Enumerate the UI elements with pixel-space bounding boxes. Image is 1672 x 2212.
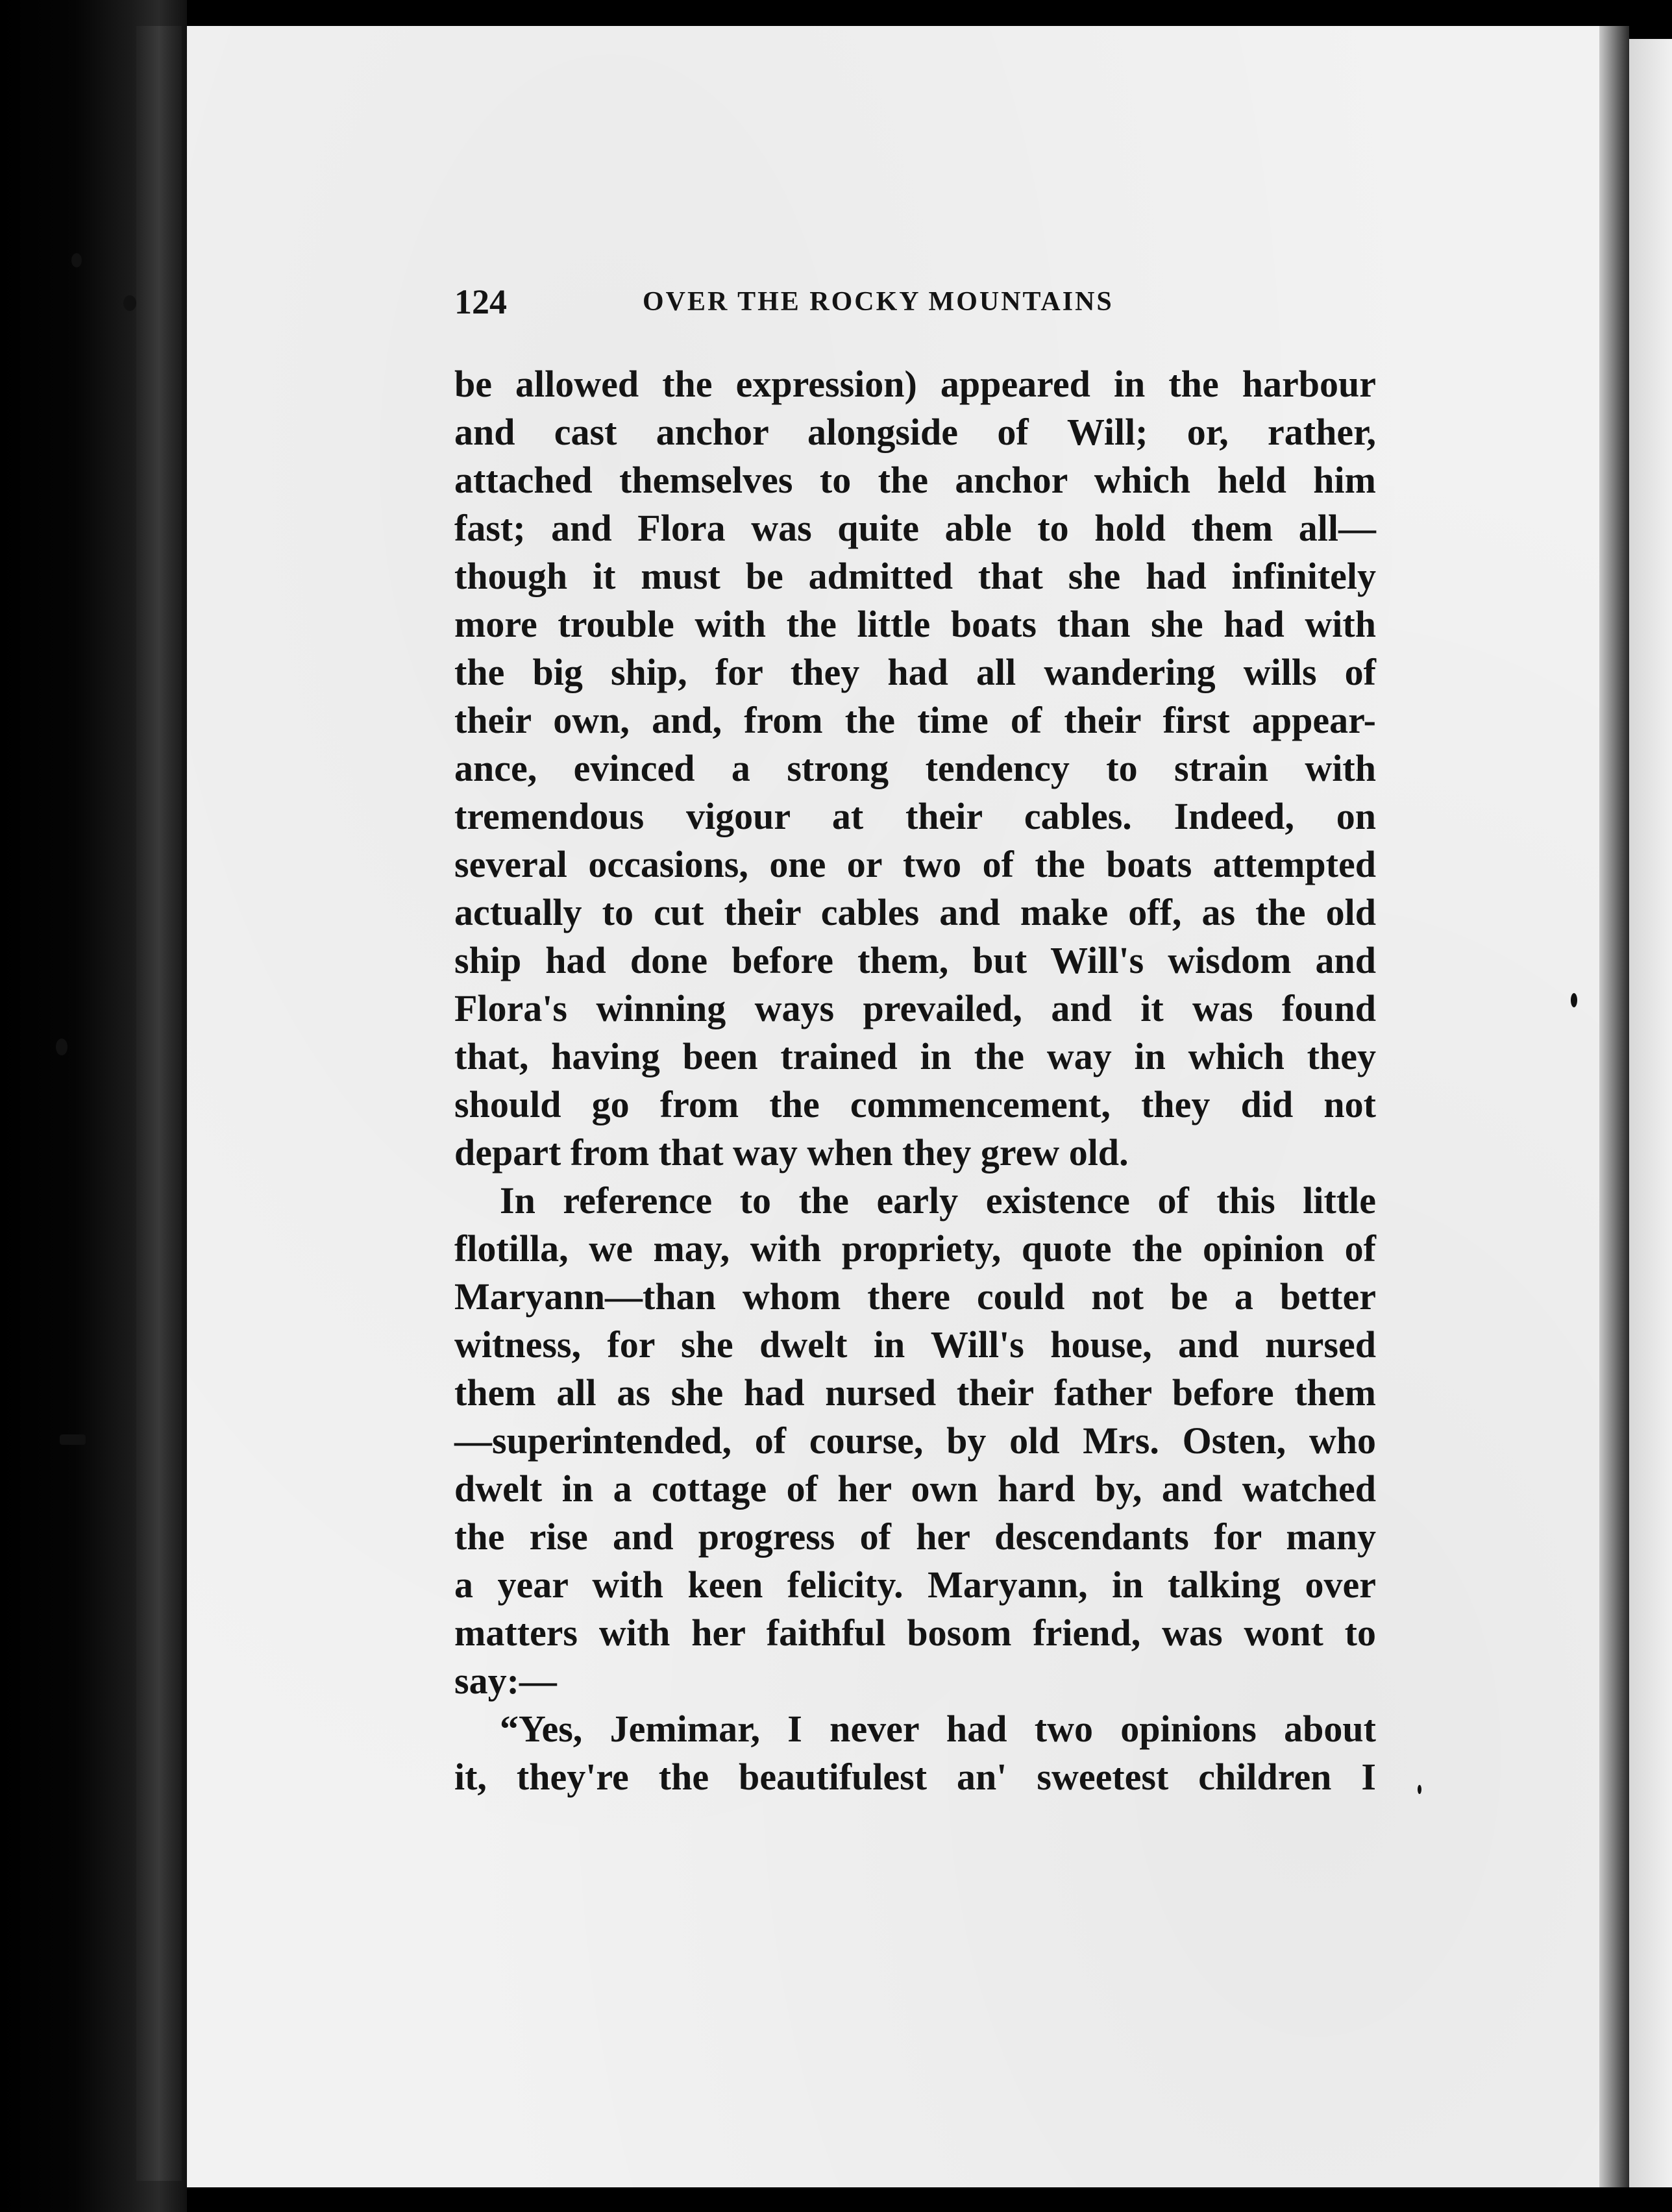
page-header (454, 279, 1168, 325)
text-line: In reference to the early existence of this little (500, 1179, 1376, 1222)
text-line: a year with keen felicity. Maryann, in talking over (454, 1564, 1376, 1606)
scan-speck (56, 1038, 68, 1055)
text-line: ance, evinced a strong tendency to strain with (454, 747, 1376, 789)
scan-speck (71, 253, 82, 267)
text-line: the big ship, for they had all wandering wills of (454, 651, 1376, 693)
running-head: OVER THE ROCKY MOUNTAINS (643, 287, 1114, 317)
text-line: it, they're the beautifulest an' sweetest children I (454, 1756, 1376, 1798)
text-line: dwelt in a cottage of her own hard by, and watched (454, 1468, 1376, 1510)
text-line: and cast anchor alongside of Will; or, rather, (454, 411, 1376, 453)
text-line: more trouble with the little boats than she had with (454, 603, 1376, 645)
text-line: tremendous vigour at their cables. Indeed, on (454, 795, 1376, 837)
scan-speck (123, 295, 136, 311)
text-line: though it must be admitted that she had infinitely (454, 555, 1376, 597)
text-line: “Yes, Jemimar, I never had two opinions about (500, 1708, 1376, 1750)
text-line: them all as she had nursed their father before them (454, 1371, 1376, 1414)
text-line: say:— (454, 1660, 557, 1702)
text-line: witness, for she dwelt in Will's house, and nursed (454, 1323, 1376, 1366)
text-line: fast; and Flora was quite able to hold them all— (454, 507, 1376, 549)
spine-binding-edge (136, 26, 182, 2181)
text-line: the rise and progress of her descendants for many (454, 1516, 1376, 1558)
text-line: matters with her faithful bosom friend, was wont to (454, 1612, 1376, 1654)
text-line: Flora's winning ways prevailed, and it was found (454, 987, 1376, 1029)
text-line: should go from the commencement, they did not (454, 1083, 1376, 1125)
page-number: 124 (454, 282, 507, 321)
text-line: flotilla, we may, with propriety, quote the opinion of (454, 1227, 1376, 1270)
text-line: attached themselves to the anchor which held him (454, 459, 1376, 501)
text-line: Maryann—than whom there could not be a better (454, 1275, 1376, 1318)
text-line: —superintended, of course, by old Mrs. Osten, who (454, 1419, 1376, 1462)
scan-speck (60, 1434, 86, 1445)
text-line: their own, and, from the time of their first appear- (454, 699, 1376, 741)
text-line: that, having been trained in the way in which they (454, 1035, 1376, 1077)
text-line: ship had done before them, but Will's wisdom and (454, 939, 1376, 981)
text-line: depart from that way when they grew old. (454, 1131, 1129, 1174)
page-gutter-shadow (1599, 26, 1629, 2187)
body-text (454, 360, 1376, 1801)
text-line: several occasions, one or two of the boats attempted (454, 843, 1376, 885)
scan-speck (1571, 993, 1577, 1007)
text-line: actually to cut their cables and make off, as the old (454, 891, 1376, 933)
text-line: be allowed the expression) appeared in the harbour (454, 363, 1376, 405)
adjacent-page-edge (1629, 39, 1672, 2187)
scan-speck (1418, 1785, 1421, 1794)
